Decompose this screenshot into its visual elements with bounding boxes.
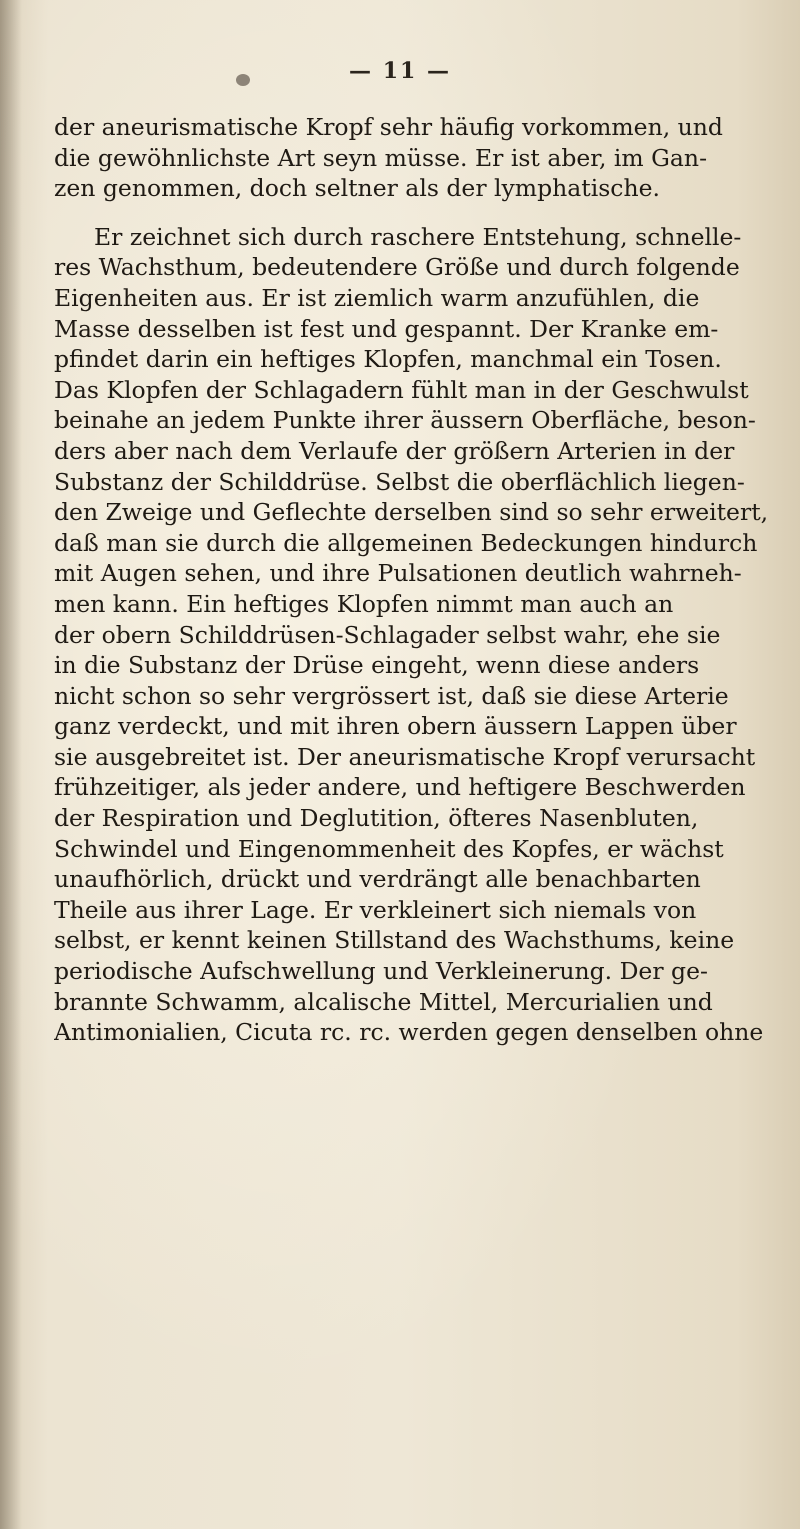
text-line <box>54 1048 774 1079</box>
text-line: res Wachsthum, bedeutendere Größe und durch folgende <box>54 253 740 282</box>
text-line: pfindet darin ein heftiges Klopfen, manchmal ein Tosen. <box>54 345 722 374</box>
text-line: unaufhörlich, drückt und verdrängt alle benachbarten <box>54 865 701 894</box>
text-line: Theile aus ihrer Lage. Er verkleinert sich niemals von <box>54 895 697 924</box>
text-line: daß man sie durch die allgemeinen Bedeckungen hindurch <box>54 528 758 557</box>
paragraph-gap <box>54 204 774 222</box>
text-line: in die Substanz der Drüse eingeht, wenn diese anders <box>54 651 700 680</box>
text-line: periodische Aufschwellung und Verkleinerung. Der ge- <box>54 957 708 986</box>
text-line <box>54 1109 774 1140</box>
body-text <box>54 112 774 1140</box>
text-line: der obern Schilddrüsen-Schlagader selbst wahr, ehe sie <box>54 620 721 649</box>
text-line: zen genommen, doch seltner als der lymphatische. <box>54 174 660 203</box>
text-line: den Zweige und Geflechte derselben sind so sehr erweitert, <box>54 498 769 527</box>
text-line: Eigenheiten aus. Er ist ziemlich warm anzufühlen, die <box>54 283 700 312</box>
paragraph-2 <box>54 222 774 1140</box>
text-line: ganz verdeckt, und mit ihren obern äussern Lappen über <box>54 712 737 741</box>
binding-shadow <box>0 0 22 1529</box>
text-line: die gewöhnlichste Art seyn müsse. Er ist aber, im Gan- <box>54 143 708 172</box>
page-number-header: — 11 — <box>349 58 451 84</box>
text-line: nicht schon so sehr vergrössert ist, daß sie diese Arterie <box>54 681 729 710</box>
text-line: frühzeitiger, als jeder andere, und heftigere Beschwerden <box>54 773 746 802</box>
text-line: men kann. Ein heftiges Klopfen nimmt man auch an <box>54 589 674 618</box>
text-line: selbst, er kennt keinen Stillstand des Wachsthums, keine <box>54 926 735 955</box>
text-line: Masse desselben ist fest und gespannt. Der Kranke em- <box>54 314 719 343</box>
paragraph-1 <box>54 112 774 204</box>
text-line: ders aber nach dem Verlaufe der größern Arterien in der <box>54 436 735 465</box>
text-line: beinahe an jedem Punkte ihrer äussern Oberfläche, beson- <box>54 406 756 435</box>
text-line: Schwindel und Eingenommenheit des Kopfes, er wächst <box>54 834 724 863</box>
text-line: der aneurismatische Kropf sehr häufig vorkommen, und <box>54 113 723 141</box>
text-line: brannte Schwamm, alcalische Mittel, Mercurialien und <box>54 987 713 1016</box>
text-line: mit Augen sehen, und ihre Pulsationen deutlich wahrneh- <box>54 559 742 588</box>
text-line <box>54 1078 774 1109</box>
text-line: Er zeichnet sich durch raschere Entstehung, schnelle- <box>94 222 742 251</box>
text-line: Antimonialien, Cicuta rc. rc. werden gegen denselben ohne <box>54 1018 764 1047</box>
text-line: Substanz der Schilddrüse. Selbst die oberflächlich liegen- <box>54 467 745 496</box>
text-line: sie ausgebreitet ist. Der aneurismatische Kropf verursacht <box>54 742 756 771</box>
text-line: der Respiration und Deglutition, öfteres Nasenbluten, <box>54 804 699 833</box>
text-line: Das Klopfen der Schlagadern fühlt man in der Geschwulst <box>54 375 749 404</box>
